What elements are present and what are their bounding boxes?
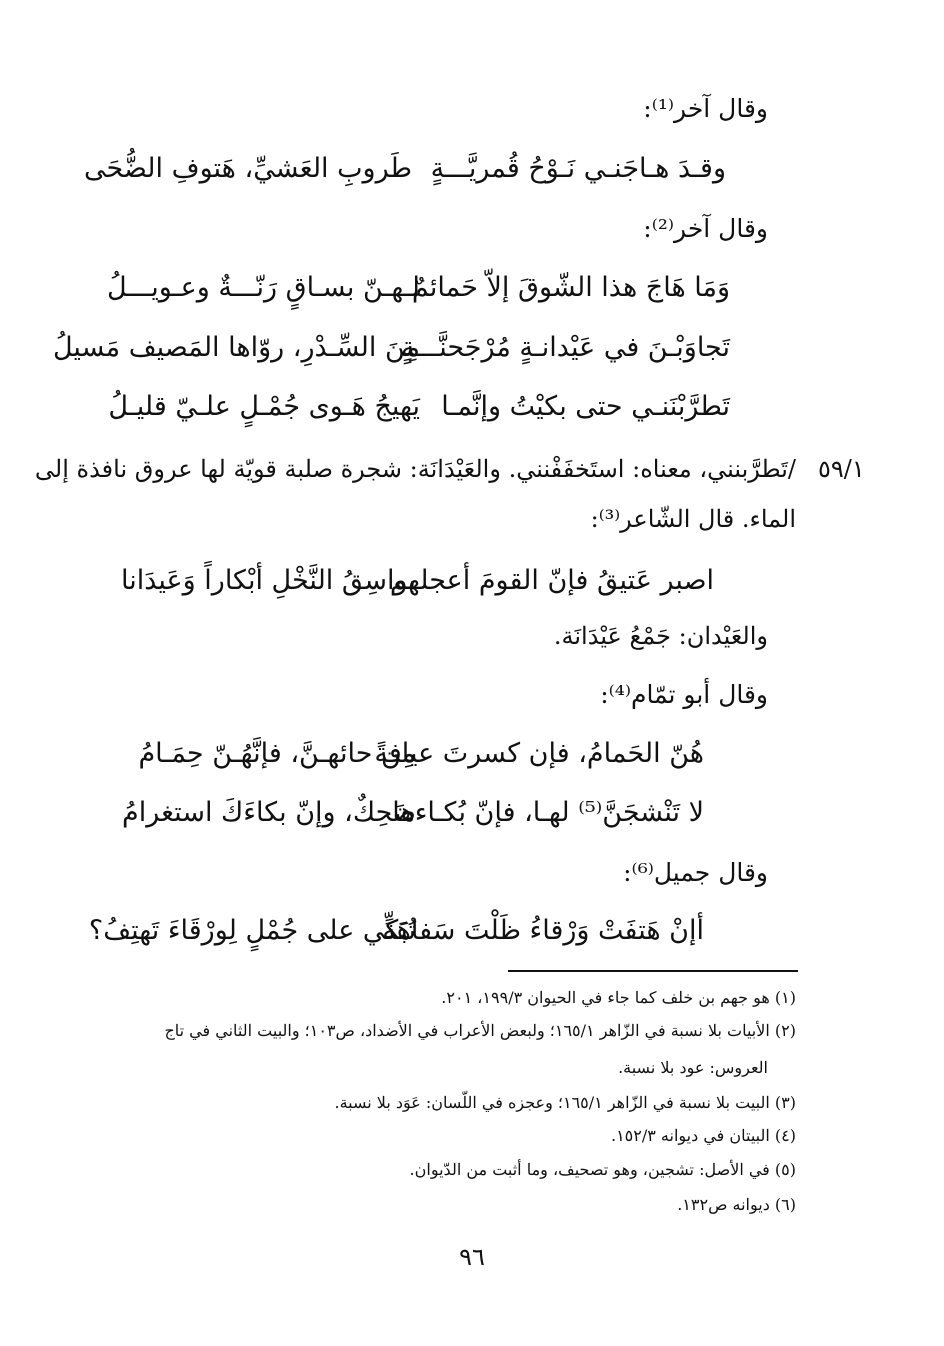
- prose-line-1: /تَطرَّبنني، معناه: استَخفَفْنني. والعَيْدَانَة: شجرة صلبة قويّة لها عروق نافذة إلى: [34, 455, 796, 483]
- verse-7-first-hemistich: لا تَنْشجَنَّ⁽⁵⁾ لهـا، فإنّ بُكـاءها: [392, 797, 704, 828]
- footnote-2: (٢) الأبيات بلا نسبة في الزّاهر ١٦٥/١؛ ولبعض الأعراب في الأضداد، ص١٠٣؛ والبيت الثاني في تاج: [164, 1021, 796, 1040]
- footnote-separator: [508, 970, 798, 972]
- verse-3-second-hemistich: مِنَ السِّـدْرِ، روّاها المَصيف مَسيلُ: [52, 332, 420, 363]
- verse-6-second-hemistich: مِن حائهـنَّ، فإنَّهُـنّ حِمَـامُ: [138, 738, 416, 769]
- verse-5-second-hemistich: بواسِقُ النَّخْلِ أبْكاراً وَعَيدَانا: [120, 565, 416, 596]
- verse-4-second-hemistich: يَهيجُ هَـوى جُمْـلٍ علـيّ قليـلُ: [108, 391, 420, 422]
- prose-line-2: الماء. قال الشّاعر⁽³⁾:: [590, 505, 796, 533]
- intro-line-2: وقال آخر⁽²⁾:: [643, 214, 768, 243]
- verse-6-first-hemistich: هُنّ الحَمامُ، فإن كسرتَ عيافةً: [374, 738, 704, 769]
- footnote-2-continued: العروس: عود بلا نسبة.: [618, 1058, 768, 1077]
- verse-7-second-hemistich: ضَحِكٌ، وإنّ بكاءَكَ استغرامُ: [122, 797, 416, 828]
- intro-line-1: وقال آخر⁽¹⁾:: [643, 94, 768, 123]
- verse-1-second-hemistich: طَروبِ العَشيِّ، هَتوفِ الضُّحَى: [83, 153, 412, 184]
- page-number: ٩٦: [459, 1243, 485, 1271]
- verse-3-first-hemistich: تَجاوَبْـنَ في عَيْدانـةٍ مُرْجَحنَّـــةٍ: [400, 332, 730, 363]
- verse-5-first-hemistich: اصبر عَتيقُ فإنّ القومَ أعجلهم: [389, 565, 714, 596]
- footnote-5: (٥) في الأصل: تشجين، وهو تصحيف، وما أثبت من الدّيوان.: [409, 1160, 796, 1179]
- intro-line-6: وقال جميل⁽⁶⁾:: [623, 858, 768, 887]
- verse-1-first-hemistich: وقـدَ هـاجَنـي نَـوْحُ قُمريَّـــةٍ: [430, 153, 726, 184]
- verse-2-second-hemistich: لـهـنّ بسـاقٍ رَنّـــةٌ وعـويـــلُ: [107, 272, 420, 303]
- verse-2-first-hemistich: وَمَا هَاجَ هذا الشّوقَ إلاّ حَمائمٌ: [411, 272, 730, 303]
- footnote-4: (٤) البيتان في ديوانه ١٥٢/٣.: [610, 1126, 796, 1145]
- verse-8-first-hemistich: أإنْ هَتفَتْ وَرْقاءُ ظَلْتَ سَفاهَةً: [382, 915, 704, 946]
- intro-line-4: وقال أبو تمّام⁽⁴⁾:: [600, 680, 768, 709]
- footnote-6: (٦) ديوانه ص١٣٢.: [677, 1195, 796, 1214]
- footnote-1: (١) هو جهم بن خلف كما جاء في الحيوان ١٩٩/٣، ٢٠١.: [441, 988, 796, 1007]
- footnote-3: (٣) البيت بلا نسبة في الزّاهر ١٦٥/١؛ وعجزه في اللّسان: عَوَد بلا نسبة.: [334, 1093, 796, 1112]
- prose-line-3: والعَيْدان: جَمْعُ عَيْدَانَة.: [553, 622, 768, 650]
- verse-4-first-hemistich: تَطرَّبْنَنـي حتى بكيْتُ وإنَّمـا: [441, 391, 730, 422]
- margin-reference: ٥٩/١: [818, 455, 865, 483]
- verse-8-second-hemistich: تُبَكّي على جُمْلٍ لِورْقَاءَ تَهتِفُ؟: [88, 915, 416, 946]
